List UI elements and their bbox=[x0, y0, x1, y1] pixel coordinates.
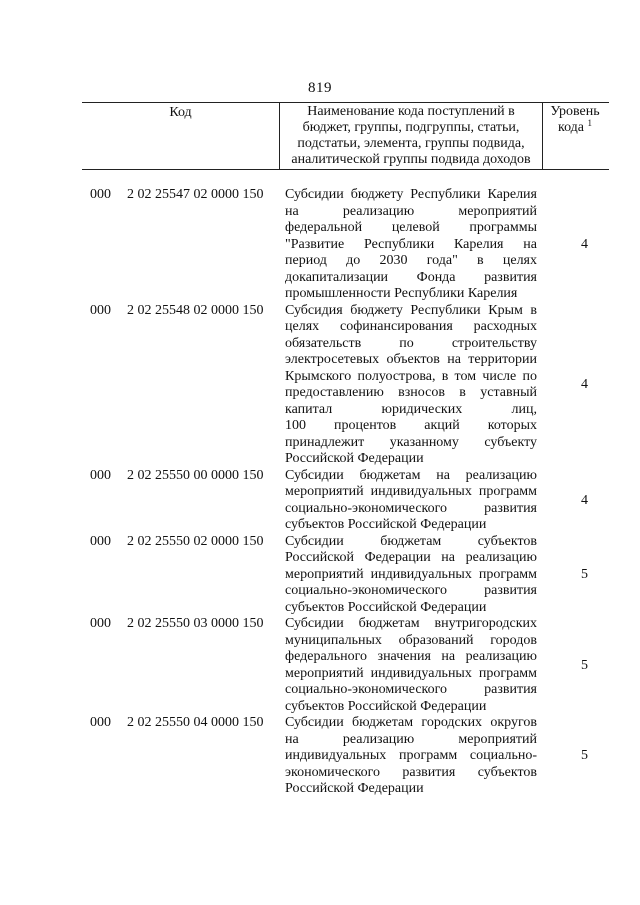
group-code: 000 bbox=[90, 187, 111, 202]
header-level-line1: Уровень bbox=[550, 104, 600, 119]
income-code: 2 02 25547 02 0000 150 bbox=[127, 187, 264, 202]
description-line: Субсидии бюджетам субъектов bbox=[285, 533, 537, 549]
group-code: 000 bbox=[90, 533, 111, 549]
description-line: целях софинансирования расходных bbox=[285, 319, 537, 334]
description-line: на реализацию мероприятий bbox=[285, 203, 537, 219]
group-code: 000 bbox=[90, 302, 111, 318]
description-line: электросетевых объектов на территории bbox=[285, 352, 537, 367]
description-line: 100 процентов акций которых bbox=[285, 418, 537, 433]
description-line: субъектов Российской Федерации bbox=[285, 698, 487, 714]
description-line: предоставлению взносов в уставный bbox=[285, 385, 537, 400]
description-line: мероприятий индивидуальных программ bbox=[285, 665, 537, 681]
description-line: Субсидия бюджету Республики Крым в bbox=[285, 302, 537, 318]
description-line: Субсидии бюджету Республики Карелия bbox=[285, 187, 537, 202]
group-code: 000 bbox=[90, 467, 111, 483]
income-description bbox=[285, 187, 537, 303]
table-row bbox=[90, 468, 610, 534]
description-line: социально-экономического развития bbox=[285, 583, 537, 598]
code-level: 4 bbox=[581, 492, 588, 508]
description-line: экономического развития субъектов bbox=[285, 764, 537, 780]
table-row bbox=[90, 187, 610, 303]
header-level bbox=[541, 103, 609, 169]
code-level: 5 bbox=[581, 748, 588, 764]
description-line: "Развитие Республики Карелия на bbox=[285, 236, 537, 252]
group-code: 000 bbox=[90, 616, 111, 631]
code-level: 4 bbox=[581, 377, 588, 392]
header-name-line: бюджет, группы, подгруппы, статьи, bbox=[302, 120, 520, 135]
income-description bbox=[285, 715, 537, 798]
description-line: субъектов Российской Федерации bbox=[285, 599, 487, 615]
description-line: Российской Федерации на реализацию bbox=[285, 550, 537, 565]
description-line: Субсидии бюджетам внутригородских bbox=[285, 616, 537, 631]
table-row bbox=[90, 715, 610, 798]
table-row bbox=[90, 616, 610, 715]
description-line: индивидуальных программ социально- bbox=[285, 748, 537, 763]
table-body bbox=[90, 187, 610, 798]
header-level-line2 bbox=[541, 120, 609, 136]
header-name bbox=[279, 103, 543, 169]
description-line: Крымского полуострова, в том числе по bbox=[285, 368, 537, 384]
code-level: 5 bbox=[581, 566, 588, 582]
income-code: 2 02 25550 02 0000 150 bbox=[127, 533, 264, 549]
header-name-line: подстатьи, элемента, группы подвида, bbox=[297, 136, 525, 151]
table-header bbox=[82, 102, 609, 170]
description-line: мероприятий индивидуальных программ bbox=[285, 484, 537, 499]
description-line: социально-экономического развития bbox=[285, 500, 537, 516]
income-description bbox=[285, 616, 537, 715]
description-line: период до 2030 года" в целях bbox=[285, 253, 537, 268]
code-level: 5 bbox=[581, 657, 588, 673]
header-name-line: аналитической группы подвида доходов bbox=[291, 152, 531, 167]
income-code: 2 02 25548 02 0000 150 bbox=[127, 302, 264, 318]
description-line: промышленности Республики Карелия bbox=[285, 286, 518, 301]
description-line: субъектов Российской Федерации bbox=[285, 517, 487, 532]
description-line: муниципальных образований городов bbox=[285, 632, 537, 648]
description-line: Субсидии бюджетам на реализацию bbox=[285, 467, 537, 483]
income-description bbox=[285, 303, 537, 468]
description-line: Российской Федерации bbox=[285, 451, 424, 466]
income-code: 2 02 25550 03 0000 150 bbox=[127, 616, 264, 631]
description-line: федерального значения на реализацию bbox=[285, 649, 537, 664]
description-line: капитал юридических лиц, bbox=[285, 401, 537, 417]
description-line: федеральной целевой программы bbox=[285, 220, 537, 235]
description-line: принадлежит указанному субъекту bbox=[285, 434, 537, 450]
description-line: Российской Федерации bbox=[285, 781, 424, 796]
table-row bbox=[90, 534, 610, 617]
income-description bbox=[285, 534, 537, 617]
footnote-marker: 1 bbox=[587, 118, 593, 128]
description-line: Субсидии бюджетам городских округов bbox=[285, 715, 537, 730]
income-code: 2 02 25550 04 0000 150 bbox=[127, 715, 264, 730]
description-line: обязательств по строительству bbox=[285, 335, 537, 351]
description-line: социально-экономического развития bbox=[285, 682, 537, 697]
header-name-line: Наименование кода поступлений в bbox=[307, 104, 515, 119]
description-line: мероприятий индивидуальных программ bbox=[285, 566, 537, 582]
description-line: на реализацию мероприятий bbox=[285, 731, 537, 747]
header-code: Код bbox=[169, 105, 192, 120]
description-line: докапитализации Фонда развития bbox=[285, 269, 537, 285]
code-level: 4 bbox=[581, 236, 588, 252]
table-row bbox=[90, 303, 610, 468]
income-code: 2 02 25550 00 0000 150 bbox=[127, 467, 264, 483]
header-level-word: кода bbox=[557, 120, 585, 135]
page-number: 819 bbox=[308, 80, 332, 96]
income-description bbox=[285, 468, 537, 534]
group-code: 000 bbox=[90, 715, 111, 730]
